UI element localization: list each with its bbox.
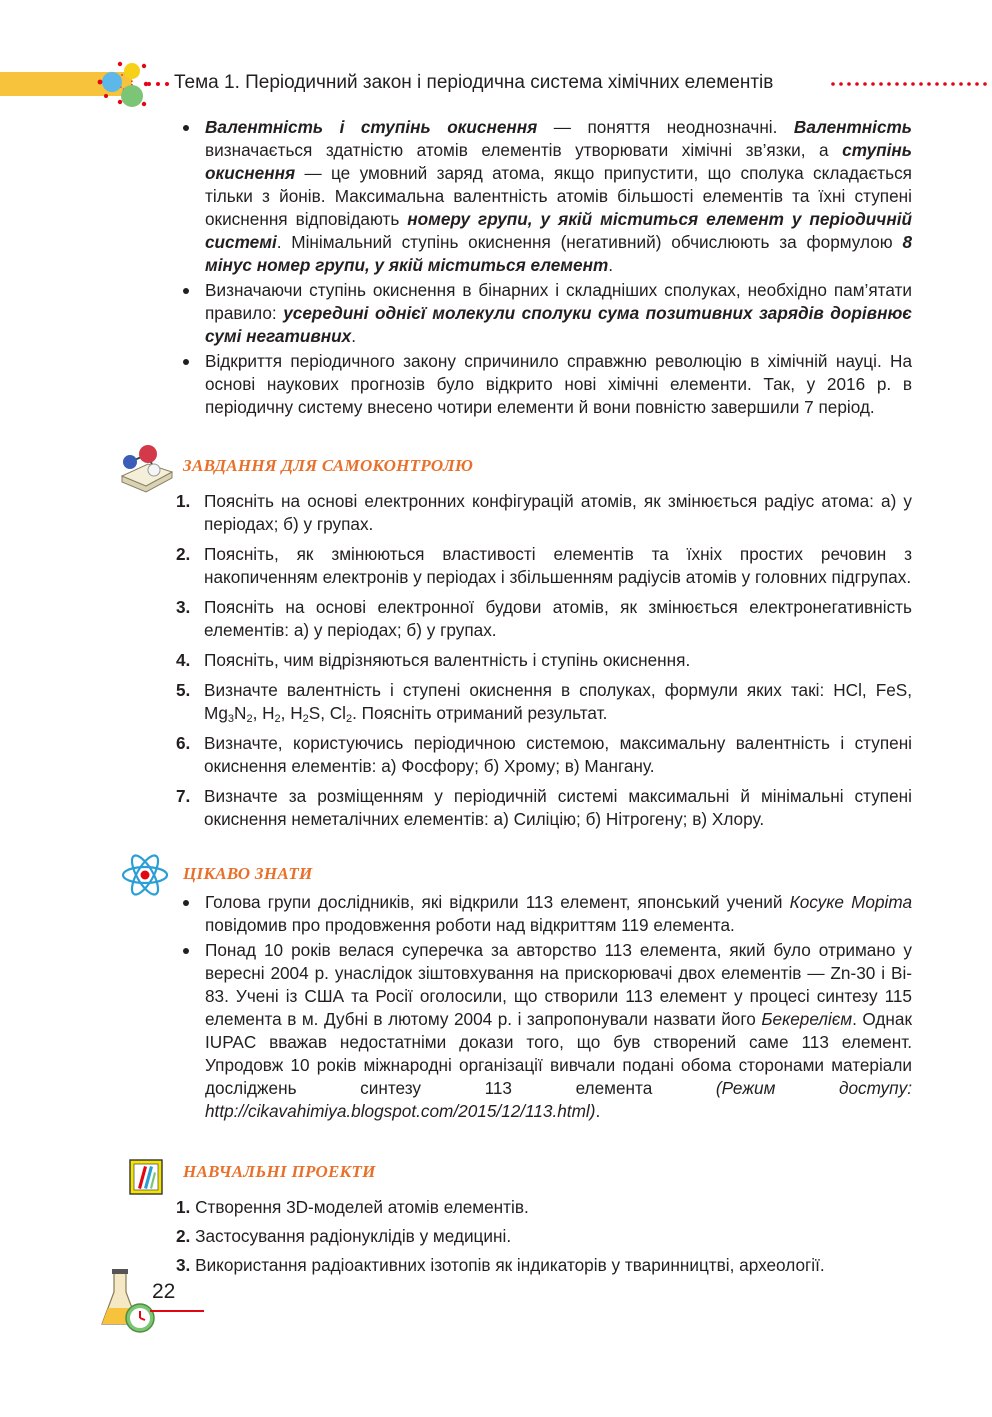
project-item: 1. Створення 3D-моделей атомів елементів. [176, 1197, 529, 1217]
self-control-item: 1. Поясніть на основі електронних конфігурацій атомів, як змінюється радіус атома: а) у періодах; б) у групах. [176, 491, 912, 534]
project-item: 3. Використання радіоактивних ізотопів як індикаторів у тваринництві, археології. [176, 1255, 825, 1275]
header-dots-right [830, 80, 988, 88]
intro-bullet-valence: Валентність і ступінь окиснення — поняття неоднозначні. Валентність визначається здатністю атомів елементів утворювати хімічні зв’язки, а ступінь окиснення — це умовний заряд атома, якщо припустити, що сполука складається тільки з йонів. Максимальна валентність атомів більшості елементів та їхні ступені окиснення відповідають номеру групи, у якій міститься елемент у періодичній системі. Мінімальний ступінь окиснення (негативний) обчислюють за формулою 8 мінус номер групи, у якій міститься елемент. [180, 116, 912, 277]
self-control-item: 6. Визначте, користуючись періодичною системою, максимальну валентність і ступені окиснення елементів: а) Фосфору; б) Хрому; в) Мангану. [176, 733, 912, 776]
self-control-item: 7. Визначте за розміщенням у періодичній системі максимальні й мінімальні ступені окиснення неметалічних елементів: а) Силіцію; б) Нітрогену; в) Хлору. [176, 786, 912, 829]
self-control-title: ЗАВДАННЯ ДЛЯ САМОКОНТРОЛЮ [183, 456, 474, 475]
interesting-bullets [180, 891, 912, 1125]
project-item: 2. Застосування радіонуклідів у медицині. [176, 1226, 512, 1246]
interesting-title: ЦІКАВО ЗНАТИ [183, 864, 313, 883]
intro-bullet-periodic-law: Відкриття періодичного закону спричинило справжню революцію в хімічній науці. На основі наукових прогнозів було відкрито нові хімічні елементи. Так, у 2016 р. в періодичну систему внесено чотири елементи й вони повністю завершили 7 період. [180, 350, 912, 419]
atom-icon [120, 852, 170, 898]
self-control-item: 3. Поясніть на основі електронної будови атомів, як змінюється електронегативність елементів: а) у періодах; б) у групах. [176, 597, 912, 640]
notebook-icon [128, 1158, 164, 1196]
header-dots-left [146, 80, 172, 88]
self-control-list [176, 490, 912, 838]
projects-title: НАВЧАЛЬНІ ПРОЕКТИ [183, 1162, 376, 1181]
intro-bullet-oxidation-rule: Визначаючи ступінь окиснення в бінарних і складніших сполуках, необхідно пам’ятати правило: усередині однієї молекули сполуки сума позитивних зарядів дорівнює сумі негативних. [180, 279, 912, 348]
self-control-item: 4. Поясніть, чим відрізняються валентність і ступінь окиснення. [176, 650, 691, 670]
intro-bullets [180, 116, 912, 421]
interesting-bullet-element-113: Понад 10 років велася суперечка за авторство 113 елемента, який було отримано у вересні 2004 р. унаслідок зіштовхування на прискорювачі двох елементів — Zn-30 і Bi-83. Учені із США та Росії оголосили, що створили 113 елемент у процесі синтезу 115 елемента в м. Дубні в лютому 2004 р. і запропонували назвати його Бекерелієм. Однак IUPAC вважав недостатніми докази того, що був створений саме 113 елемент. Упродовж 10 років міжнародні організації вивчали подані обома сторонами матеріали досліджень синтезу 113 елемента (Режим доступу: http://cikavahimiya.blogspot.com/2015/12/113.html). [180, 939, 912, 1123]
interesting-bullet-morita: Голова групи дослідників, які відкрили 113 елемент, японський учений Косуке Моріта повідомив про продовження роботи над відкриттям 119 елемента. [180, 891, 912, 937]
molecule-book-icon [118, 442, 176, 494]
self-control-item: 5. Визначте валентність і ступені окиснення в сполуках, формули яких такі: HCl, FeS, $Mg_3N_2$, $H_2$, $H_2S$, $Cl_2$. Поясніть отриманий результат. [176, 680, 912, 725]
projects-list [176, 1196, 916, 1283]
footer-red-line [150, 1310, 204, 1312]
self-control-item: 2. Поясніть, як змінюються властивості елементів та їхніх простих речовин з накопиченням електронів у періодах і збільшенням радіусів атомів у головних підгрупах. [176, 544, 912, 587]
page-number: 22 [152, 1280, 176, 1303]
header-title: Тема 1. Періодичний закон і періодична система хімічних елементів [174, 72, 774, 93]
